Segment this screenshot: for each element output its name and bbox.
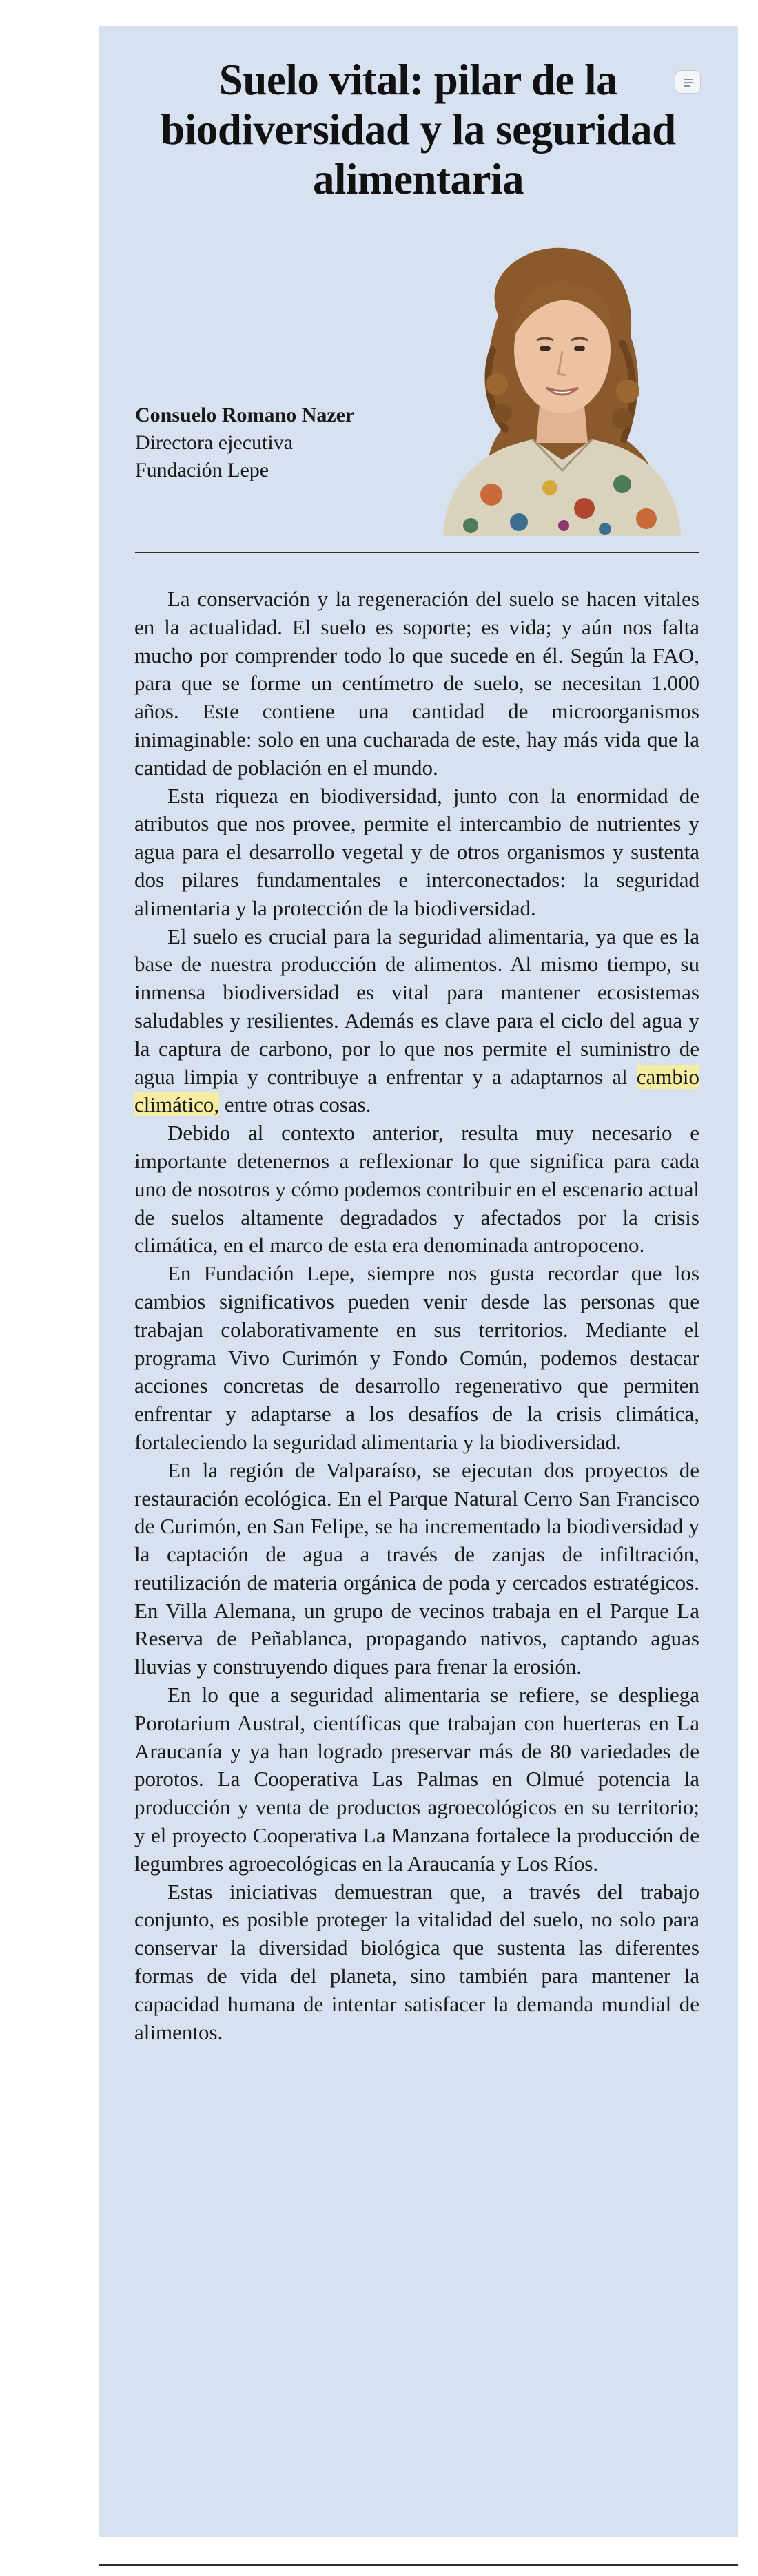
page-bottom-rule xyxy=(99,2564,738,2566)
author-photo xyxy=(416,233,698,536)
paragraph: La conservación y la regeneración del suelo se hacen vitales en la actualidad. El suelo es soporte; es vida; y aún nos falta mucho por comprender todo lo que sucede en él. Según la FAO, para que se forme un centímetro de suelo, se necesitan 1.000 años. Este contiene una cantidad de microorganismos inimaginable: solo en una cucharada de este, hay más vida que la cantidad de población en el mundo. xyxy=(134,587,699,780)
header-divider xyxy=(135,552,699,553)
highlighted-text: cambio climático, xyxy=(134,1064,699,1117)
paragraph-text: entre otras cosas. xyxy=(219,1092,371,1117)
author-byline xyxy=(135,402,424,484)
note-icon[interactable] xyxy=(675,70,701,94)
author-name: Consuelo Romano Nazer xyxy=(135,404,355,426)
paragraph: En Fundación Lepe, siempre nos gusta recordar que los cambios significativos pueden venir desde las personas que trabajan colaborativamente en sus territorios. Mediante el programa Vivo Curimón y Fondo Común, podemos destacar acciones concretas de desarrollo regenerativo que permiten enfrentar y adaptarse a los desafíos de la crisis climática, fortaleciendo la seguridad alimentaria y la biodiversidad. xyxy=(134,1261,699,1454)
paragraph: En la región de Valparaíso, se ejecutan dos proyectos de restauración ecológica. En el Parque Natural Cerro San Francisco de Curimón, en San Felipe, se ha incrementado la biodiversidad y la captación de agua a través de zanjas de infiltración, reutilización de materia orgánica de poda y cercados estratégicos. En Villa Alemana, un grupo de vecinos trabaja en el Parque La Reserva de Peñablanca, propagando nativos, captando aguas lluvias y construyendo diques para frenar la erosión. xyxy=(134,1457,699,1679)
author-role: Directora ejecutiva xyxy=(135,431,294,454)
article-title: Suelo vital: pilar de la biodiversidad y la seguridad alimentaria xyxy=(161,56,676,203)
paragraph: Estas iniciativas demuestran que, a través del trabajo conjunto, es posible proteger la vitalidad del suelo, no solo para conservar la diversidad biológica que sustenta las diferentes formas de vida del planeta, sino también para mantener la capacidad humana de intentar satisfacer la demanda mundial de alimentos. xyxy=(134,1879,699,2044)
article-body xyxy=(134,585,699,2046)
paragraph-text: El suelo es crucial para la seguridad alimentaria, ya que es la base de nuestra producción de alimentos. Al mismo tiempo, su inmensa biodiversidad es vital para mantener ecosistemas saludables y resilientes. Además es clave para el ciclo del agua y la captura de carbono, por lo que nos permite el suministro de agua limpia y contribuye a enfrentar y a adaptarnos al xyxy=(134,924,699,1089)
author-organization: Fundación Lepe xyxy=(135,459,269,481)
paragraph: En lo que a seguridad alimentaria se refiere, se despliega Porotarium Austral, científicas que trabajan con huerteras en La Araucanía y ya han logrado preservar más de 80 variedades de porotos. La Cooperativa Las Palmas en Olmué potencia la producción y venta de productos agroecológicos en su territorio; y el proyecto Cooperativa La Manzana fortalece la producción de legumbres agroecológicas en la Araucanía y Los Ríos. xyxy=(134,1683,699,1876)
paragraph xyxy=(134,923,699,1120)
article-panel xyxy=(99,26,738,2537)
paragraph: Esta riqueza en biodiversidad, junto con la enormidad de atributos que nos provee, permite el intercambio de nutrientes y agua para el desarrollo vegetal y de otros organismos y sustenta dos pilares fundamentales e interconectados: la seguridad alimentaria y la protección de la biodiversidad. xyxy=(134,783,699,920)
paragraph: Debido al contexto anterior, resulta muy necesario e importante detenernos a reflexionar lo que significa para cada uno de nosotros y cómo podemos contribuir en el escenario actual de suelos altamente degradados y afectados por la crisis climática, en el marco de esta era denominada antropoceno. xyxy=(134,1121,699,1258)
